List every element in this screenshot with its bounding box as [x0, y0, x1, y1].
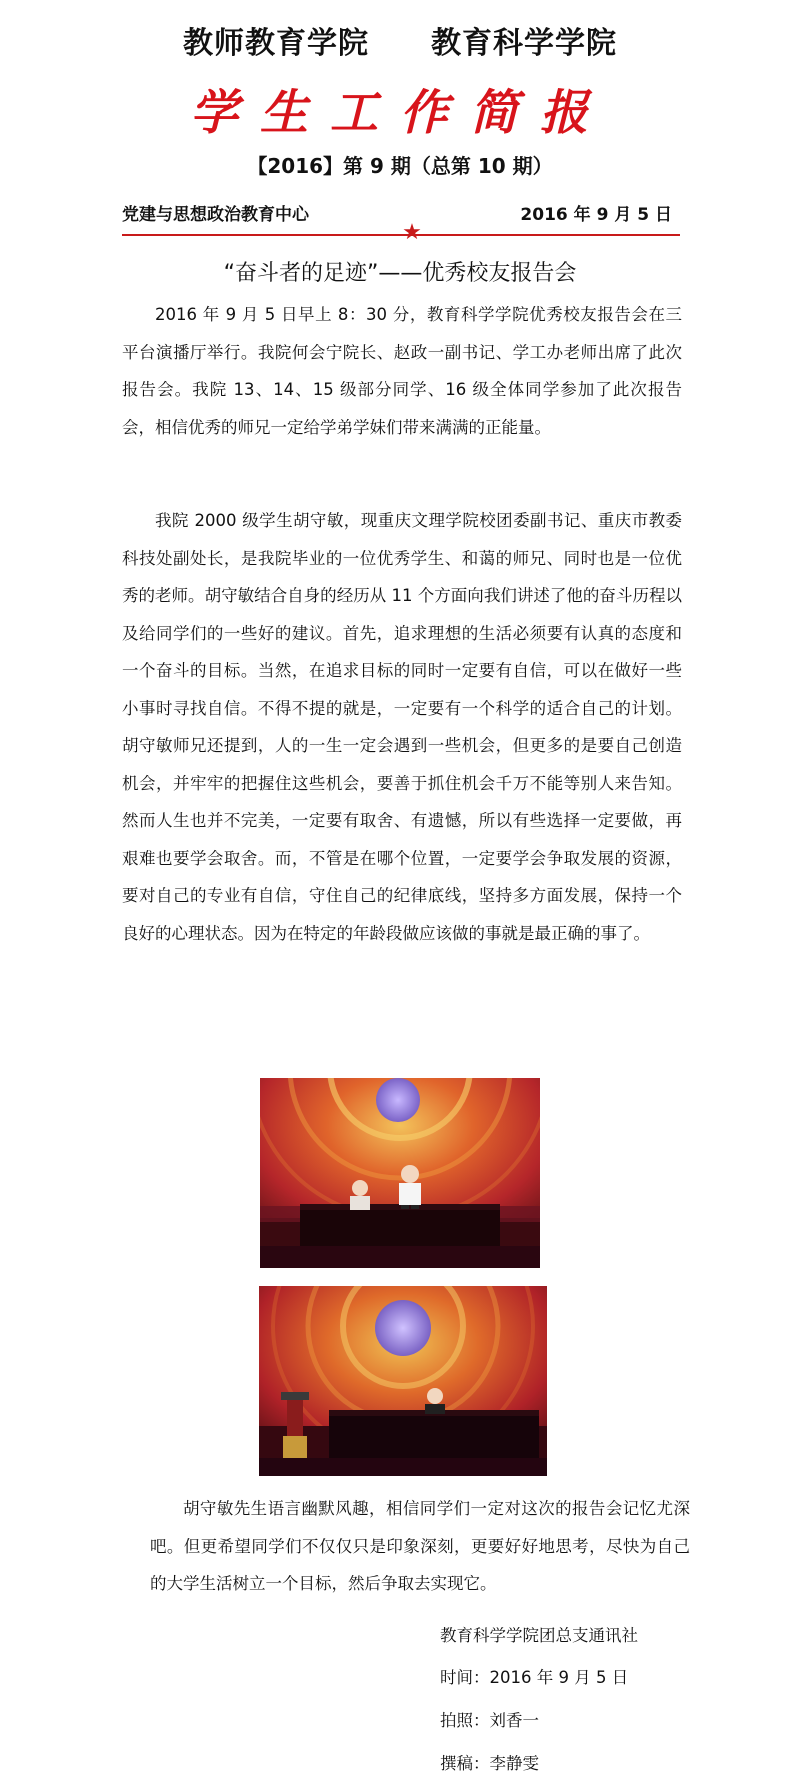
department-name: 党建与思想政治教育中心 — [122, 205, 309, 225]
event-photo-podium — [259, 1286, 547, 1476]
signoff-photographer: 拍照：刘香一 — [440, 1711, 539, 1730]
issue-number: 【2016】第 9 期（总第 10 期） — [247, 154, 553, 178]
stage-photo-1-icon — [260, 1078, 540, 1268]
college-name-education-science: 教育科学学院 — [431, 26, 617, 61]
star-icon: ★ — [402, 220, 422, 245]
signoff-time: 时间：2016 年 9 月 5 日 — [440, 1668, 629, 1687]
masthead — [0, 18, 800, 62]
article-paragraph: 2016 年 9 月 5 日早上 8：30 分，教育科学学院优秀校友报告会在三平台演播厅举行。我院何会宁院长、赵政一副书记、学工办老师出席了此次报告会。我院 13、14、15 级部分同学、16 级全体同学参加了此次报告会，相信优秀的师兄一定给学弟学妹们带来满满的正能量。 — [122, 305, 682, 437]
bulletin-title: 学生工作简报 — [189, 85, 610, 141]
event-photo-speakers — [260, 1078, 540, 1268]
signoff-writer: 撰稿：李静雯 — [440, 1754, 539, 1773]
closing-paragraph: 胡守敏先生语言幽默风趣，相信同学们一定对这次的报告会记忆尤深吧。但更希望同学们不仅仅只是印象深刻，更要好好地思考，尽快为自己的大学生活树立一个目标，然后争取去实现它。 — [150, 1499, 690, 1593]
signoff-organization: 教育科学学院团总支通讯社 — [440, 1626, 638, 1645]
article-paragraph: 我院 2000 级学生胡守敏，现重庆文理学院校团委副书记、重庆市教委科技处副处长，是我院毕业的一位优秀学生、和蔼的师兄、同时也是一位优秀的老师。胡守敏结合自身的经历从 11 个方面向我们讲述了他的奋斗历程以及给同学们的一些好的建议。首先，追求理想的生活必须要有认真的态度和一个奋斗的目标。当然，在追求目标的同时一定要有自信，可以在做好一些小事时寻找自信。不得不提的就是，一定要有一个科学的适合自己的计划。胡守敏师兄还提到，人的一生一定会遇到一些机会，但更多的是要自己创造机会，并牢牢的把握住这些机会，要善于抓住机会千万不能等别人来告知。然而人生也并不完美，一定要有取舍、有遗憾，所以有些选择一定要做，再艰难也要学会取舍。而，不管是在哪个位置，一定要学会争取发展的资源，要对自己的专业有自信，守住自己的纪律底线，坚持多方面发展，保持一个良好的心理状态。因为在特定的年龄段做应该做的事就是最正确的事了。 — [122, 511, 682, 943]
stage-photo-2-icon — [259, 1286, 547, 1476]
issue-date: 2016 年 9 月 5 日 — [520, 205, 672, 225]
article-title: “奋斗者的足迹”——优秀校友报告会 — [223, 261, 577, 286]
college-name-teacher-education: 教师教育学院 — [183, 26, 369, 61]
